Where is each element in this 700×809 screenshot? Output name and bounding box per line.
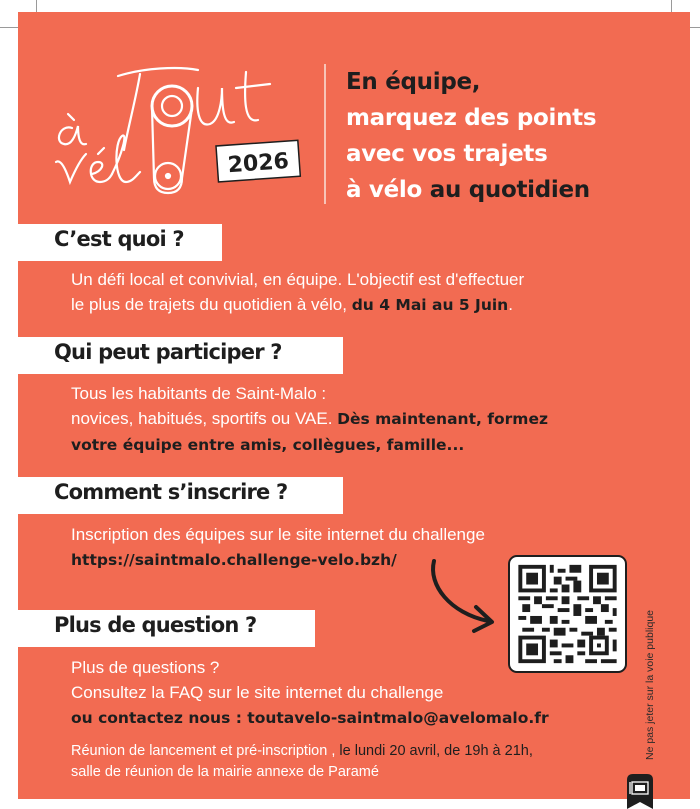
svg-text:2026: 2026: [226, 148, 290, 179]
section-heading-what: C’est quoi ?: [18, 224, 222, 261]
section-body-what: Un défi local et convivial, en équipe. L'objectif est d'effectuer le plus de trajets du quotidien à vélo, du 4 Mai au 5 Juin.: [71, 270, 525, 314]
curved-arrow-icon: [420, 555, 510, 635]
triman-recycling-icon: [625, 772, 655, 809]
section-heading-questions: Plus de question ?: [18, 610, 315, 647]
section-heading-register: Comment s’inscrire ?: [18, 477, 343, 514]
tagline: [346, 64, 596, 208]
tout-a-velo-logo: [48, 58, 308, 198]
section-body-register: Inscription des équipes sur le site internet du challenge https://saintmalo.challenge-velo.bzh/: [71, 525, 485, 569]
registration-link[interactable]: https://saintmalo.challenge-velo.bzh/: [71, 551, 397, 569]
tagline-line: marquez des points: [346, 105, 597, 131]
tagline-line: avec vos trajets: [346, 141, 548, 167]
section-body-who: Tous les habitants de Saint-Malo : novices, habitués, sportifs ou VAE. Dès maintenant, formez votre équipe entre amis, collègues, famille...: [71, 384, 548, 454]
divider: [324, 64, 326, 204]
tagline-line: En équipe,: [346, 69, 481, 95]
contact-email[interactable]: ou contactez nous : toutavelo-saintmalo@avelomalo.fr: [71, 709, 549, 727]
tagline-line: à vélo au quotidien: [346, 177, 590, 203]
legal-notice: Ne pas jeter sur la voie publique: [644, 609, 656, 760]
section-heading-who: Qui peut participer ?: [18, 337, 343, 374]
meeting-info: Réunion de lancement et pré-inscription , le lundi 20 avril, de 19h à 21h, salle de réunion de la mairie annexe de Paramé: [71, 743, 533, 780]
section-body-questions: Plus de questions ? Consultez la FAQ sur le site internet du challenge ou contactez nous : toutavelo-saintmalo@avelomalo.fr: [71, 658, 549, 727]
